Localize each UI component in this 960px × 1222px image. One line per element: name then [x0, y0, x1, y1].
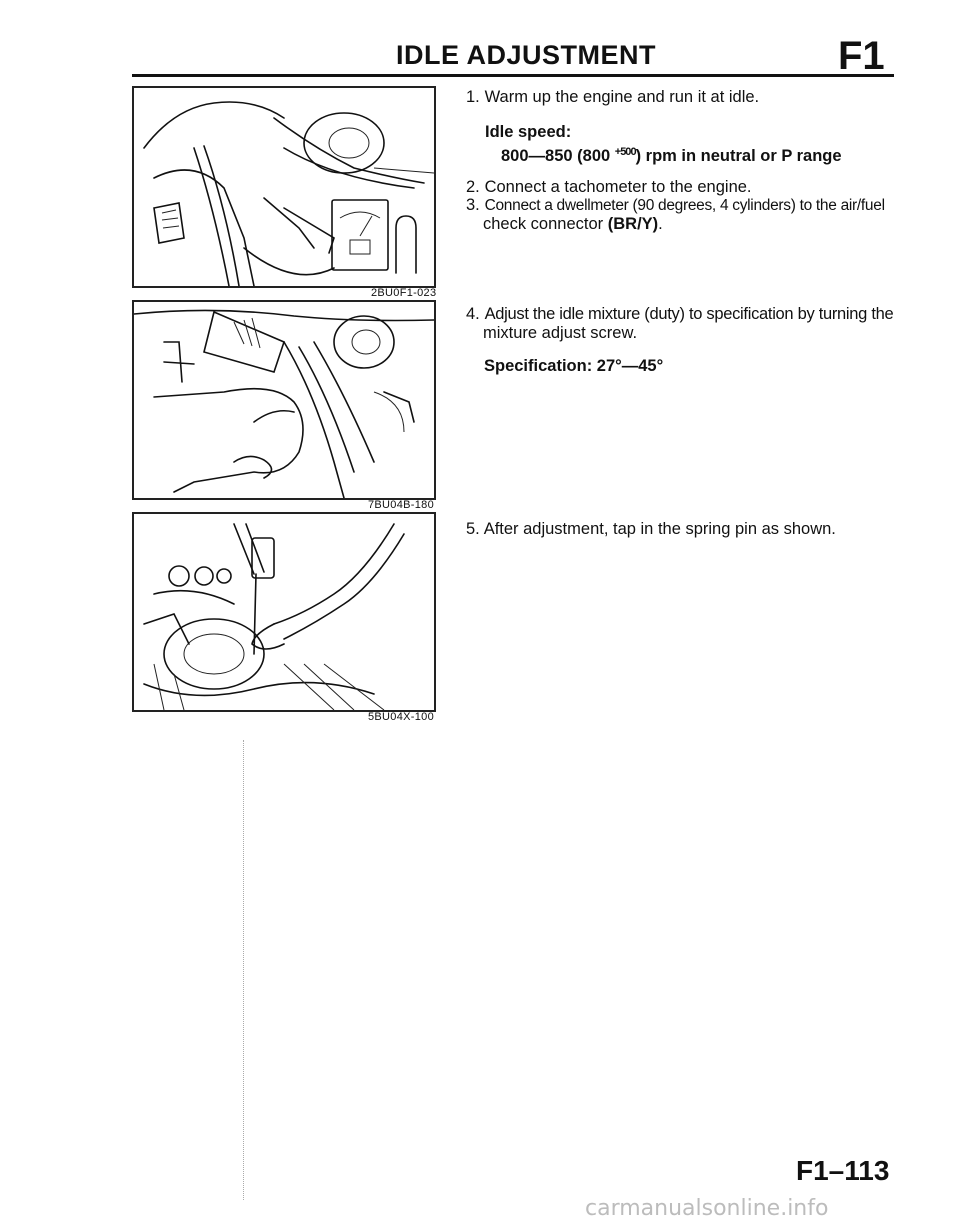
mixture-screw-illustration	[134, 302, 434, 498]
tachometer-illustration	[134, 88, 434, 286]
idle-speed-suffix: ) rpm in neutral or P range	[635, 147, 842, 165]
step-text-line2: check connector	[483, 215, 604, 233]
step-1	[466, 88, 906, 107]
step-5	[466, 520, 906, 539]
idle-speed-label: Idle speed:	[485, 123, 572, 141]
step-text-end: .	[658, 215, 663, 233]
figure-caption: 7BU04B-180	[368, 499, 434, 511]
spring-pin-illustration	[134, 514, 434, 710]
page-number: F1–113	[796, 1155, 890, 1186]
figure-caption: 2BU0F1-023	[371, 287, 437, 299]
step-number: 5.	[466, 520, 480, 538]
step-text: Adjust the idle mixture (duty) to specification by turning the	[484, 305, 894, 323]
section-code: F1	[838, 34, 885, 78]
idle-speed-range: 800—850 (800	[501, 147, 611, 165]
spec-label: Specification:	[484, 357, 593, 375]
specification	[484, 356, 663, 376]
step-number: 3.	[466, 196, 480, 214]
header-divider	[132, 74, 894, 77]
figure-spring-pin	[132, 512, 436, 712]
idle-speed-tolerance-high: +50	[614, 146, 631, 158]
idle-speed-tolerance-low: 0	[630, 146, 636, 158]
idle-speed-value	[501, 142, 842, 166]
step-number: 4.	[466, 305, 480, 323]
connector-code: (BR/Y)	[607, 215, 659, 233]
spec-value: 27°—45°	[596, 357, 664, 375]
step-text: Connect a tachometer to the engine.	[484, 178, 752, 196]
figure-caption: 5BU04X-100	[368, 711, 434, 723]
step-text-line2: mixture adjust screw.	[483, 324, 638, 342]
page-title: IDLE ADJUSTMENT	[396, 40, 657, 70]
figure-mixture-screw	[132, 300, 436, 500]
step-number: 1.	[466, 88, 480, 106]
scan-artifact-line	[243, 740, 244, 1200]
step-text-continued	[466, 215, 906, 234]
step-3	[466, 196, 906, 234]
figure-tachometer	[132, 86, 436, 288]
step-text: After adjustment, tap in the spring pin as shown.	[483, 520, 836, 538]
watermark: carmanualsonline.info	[585, 1196, 829, 1221]
step-2	[466, 178, 906, 197]
step-text: Connect a dwellmeter (90 degrees, 4 cylinders) to the air/fuel	[484, 197, 885, 214]
step-4	[466, 305, 906, 343]
step-number: 2.	[466, 178, 480, 196]
step-text: Warm up the engine and run it at idle.	[484, 88, 760, 106]
